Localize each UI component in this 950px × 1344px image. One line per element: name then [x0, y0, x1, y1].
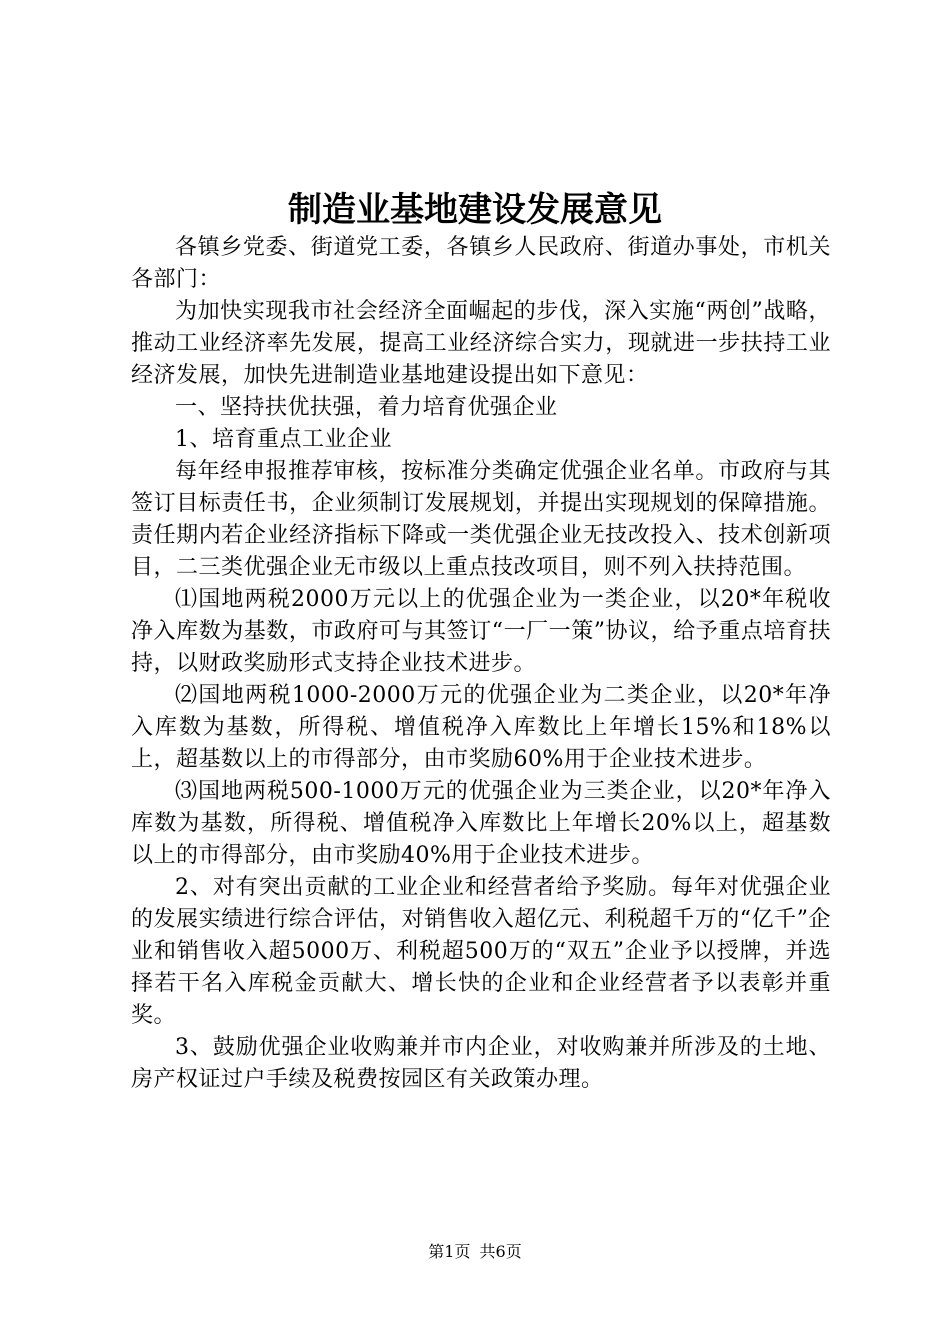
subsection-heading-1: 1、培育重点工业企业	[175, 427, 392, 452]
paragraph-intro: 为加快实现我市社会经济全面崛起的步伐，深入实施“两创”战略，推动工业经济率先发展，提高工业经济综合实力，现就进一步扶持工业经济发展，加快先进制造业基地建设提出如下意见：	[131, 299, 831, 388]
page-number: 第1页	[428, 1242, 471, 1261]
document-body	[131, 232, 831, 1096]
paragraph-body: 每年经申报推荐审核，按标准分类确定优强企业名单。市政府与其签订目标责任书，企业须制订发展规划，并提出实现规划的保障措施。责任期内若企业经济指标下降或一类优强企业无技改投入、技术创新项目，二三类优强企业无市级以上重点技改项目，则不列入扶持范围。	[131, 459, 831, 580]
section-heading-1: 一、坚持扶优扶强，着力培育优强企业	[175, 395, 558, 420]
paragraph-subsection-2: 2、对有突出贡献的工业企业和经营者给予奖励。每年对优强企业的发展实绩进行综合评估，对销售收入超亿元、利税超千万的“亿千”企业和销售收入超5000万、利税超500万的“双五”企业予以授牌，并选择若干名入库税金贡献大、增长快的企业和企业经营者予以表彰并重奖。	[131, 875, 831, 1028]
page-footer	[0, 1240, 950, 1264]
document-title: 制造业基地建设发展意见	[288, 190, 662, 230]
page-total: 共6页	[479, 1242, 522, 1261]
paragraph-item-1: ⑴国地两税2000万元以上的优强企业为一类企业，以20*年税收净入库数为基数，市政府可与其签订“一厂一策”协议，给予重点培育扶持，以财政奖励形式支持企业技术进步。	[131, 587, 831, 676]
paragraph-salutation: 各镇乡党委、街道党工委，各镇乡人民政府、街道办事处，市机关各部门：	[131, 235, 831, 292]
paragraph-subsection-3: 3、鼓励优强企业收购兼并市内企业，对收购兼并所涉及的土地、房产权证过户手续及税费按园区有关政策办理。	[131, 1035, 831, 1092]
paragraph-item-3: ⑶国地两税500-1000万元的优强企业为三类企业，以20*年净入库数为基数，所得税、增值税净入库数比上年增长20%以上，超基数以上的市得部分，由市奖励40%用于企业技术进步。	[131, 779, 831, 868]
paragraph-item-2: ⑵国地两税1000-2000万元的优强企业为二类企业，以20*年净入库数为基数，所得税、增值税净入库数比上年增长15%和18%以上，超基数以上的市得部分，由市奖励60%用于企业技术进步。	[131, 683, 831, 772]
